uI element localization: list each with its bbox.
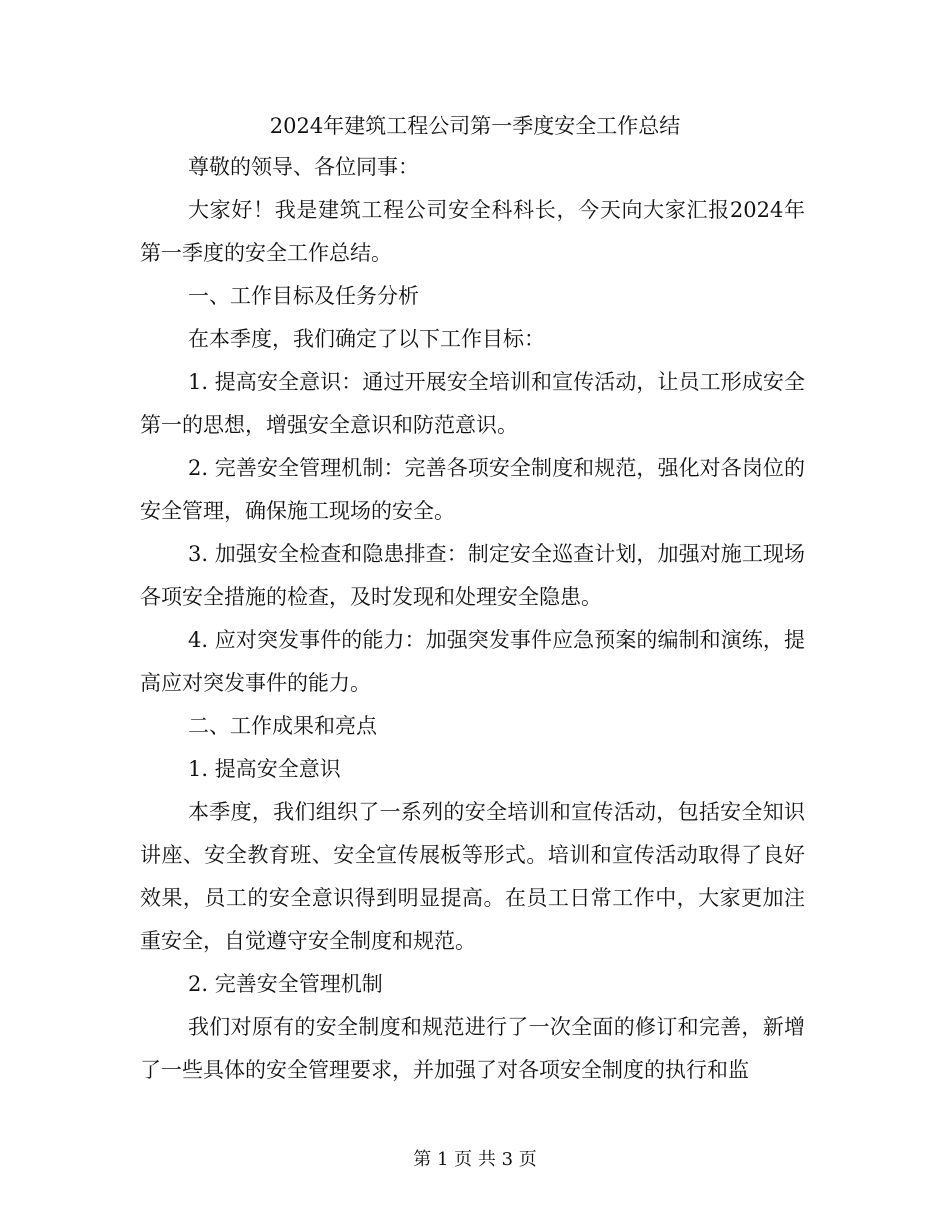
goal-item-4: 4. 应对突发事件的能力：加强突发事件应急预案的编制和演练，提高应对突发事件的能力。: [140, 628, 805, 695]
achievement-paragraph-2: 我们对原有的安全制度和规范进行了一次全面的修订和完善，新增了一些具体的安全管理要求，并加强了对各项安全制度的执行和监: [140, 1015, 805, 1082]
greeting: 尊敬的领导、各位同事：: [188, 155, 419, 179]
document-title: 2024年建筑工程公司第一季度安全工作总结: [269, 114, 681, 138]
intro-paragraph: 大家好！我是建筑工程公司安全科科长，今天向大家汇报2024年第一季度的安全工作总结。: [140, 198, 805, 265]
document-body: [140, 146, 805, 1092]
subheading-2: 2. 完善安全管理机制: [188, 972, 383, 996]
goal-item-3: 3. 加强安全检查和隐患排查：制定安全巡查计划，加强对施工现场各项安全措施的检查，及时发现和处理安全隐患。: [140, 542, 805, 609]
goals-intro: 在本季度，我们确定了以下工作目标：: [188, 327, 545, 351]
achievement-paragraph-1: 本季度，我们组织了一系列的安全培训和宣传活动，包括安全知识讲座、安全教育班、安全宣传展板等形式。培训和宣传活动取得了良好效果，员工的安全意识得到明显提高。在员工日常工作中，大家更加注重安全，自觉遵守安全制度和规范。: [140, 800, 805, 953]
goal-item-2: 2. 完善安全管理机制：完善各项安全制度和规范，强化对各岗位的安全管理，确保施工现场的安全。: [140, 456, 805, 523]
page-footer: 第 1 页 共 3 页: [413, 1149, 537, 1170]
goal-item-1: 1. 提高安全意识：通过开展安全培训和宣传活动，让员工形成安全第一的思想，增强安全意识和防范意识。: [140, 370, 805, 437]
section-heading-2: 二、工作成果和亮点: [188, 714, 377, 738]
subheading-1: 1. 提高安全意识: [188, 757, 341, 781]
section-heading-1: 一、工作目标及任务分析: [188, 284, 419, 308]
